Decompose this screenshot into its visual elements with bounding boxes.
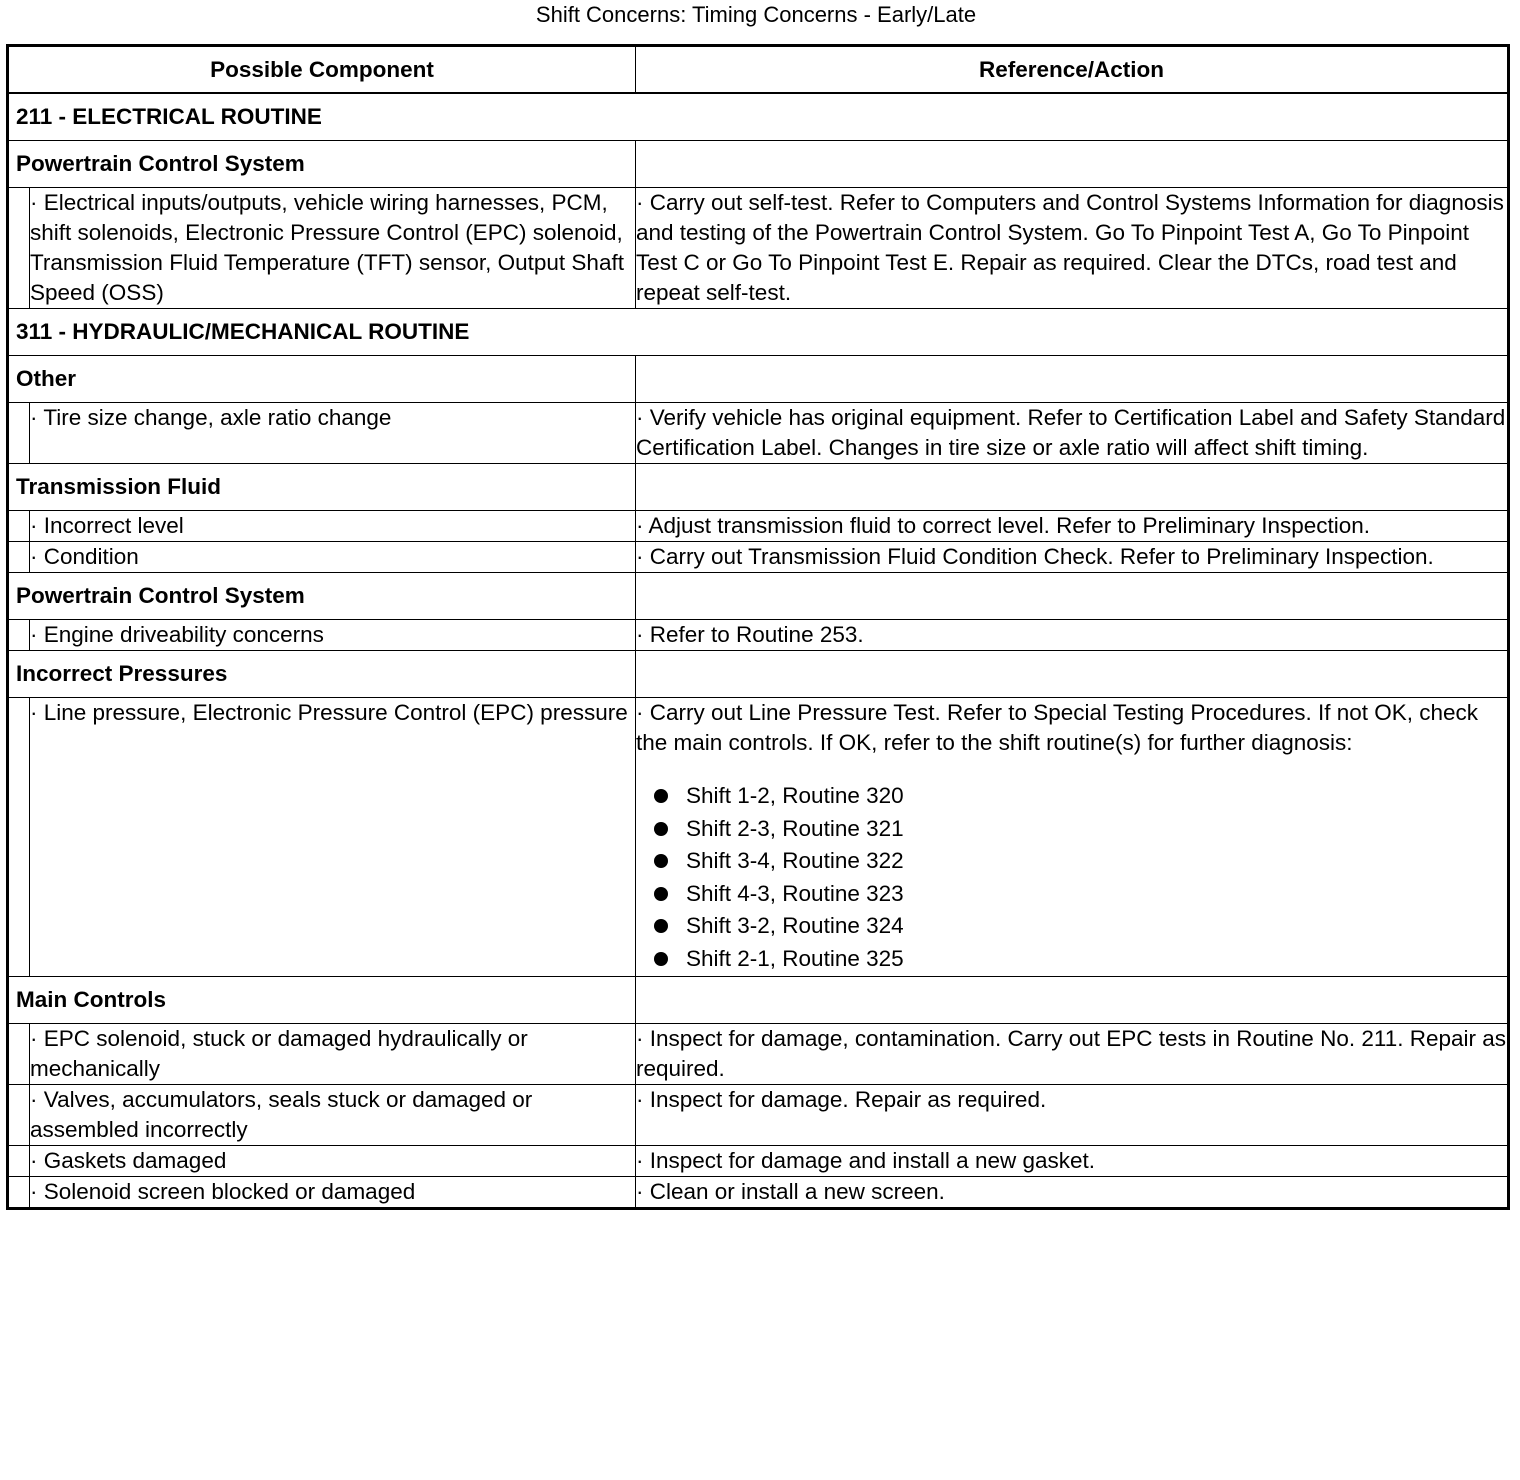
diagnosis-table [6,44,1510,1210]
indent-cell [8,1023,30,1084]
indent-cell [8,1176,30,1208]
indent-cell [8,511,30,542]
table-row [8,1023,1509,1084]
group-empty-cell [636,573,1509,620]
action-text: · Inspect for damage and install a new gasket. [636,1147,1096,1173]
indent-cell [8,698,30,977]
component-cell: · Solenoid screen blocked or damaged [30,1176,636,1208]
component-cell: · Tire size change, axle ratio change [30,403,636,464]
header-possible-component: Possible Component [8,46,636,94]
component-cell: · Valves, accumulators, seals stuck or damaged or assembled incorrectly [30,1084,636,1145]
component-cell: · EPC solenoid, stuck or damaged hydraulically or mechanically [30,1023,636,1084]
action-text: · Carry out Line Pressure Test. Refer to Special Testing Procedures. If not OK, check the main controls. If OK, refer to the shift routine(s) for further diagnosis: [636,700,1479,755]
group-row [8,651,1509,698]
action-cell [636,1145,1509,1176]
table-row [8,188,1509,309]
component-cell: · Condition [30,542,636,573]
routine-heading: 211 - ELECTRICAL ROUTINE [8,93,1509,141]
action-cell [636,620,1509,651]
group-empty-cell [636,356,1509,403]
table-row [8,511,1509,542]
group-empty-cell [636,976,1509,1023]
action-cell [636,542,1509,573]
group-row [8,356,1509,403]
component-cell: · Line pressure, Electronic Pressure Control (EPC) pressure [30,698,636,977]
group-heading: Other [8,356,636,403]
component-cell: · Engine driveability concerns [30,620,636,651]
table-row [8,1145,1509,1176]
action-cell [636,1176,1509,1208]
shift-routine-list [636,780,1507,976]
indent-cell [8,542,30,573]
shift-routine-item: Shift 4-3, Routine 323 [654,878,1507,911]
action-cell [636,698,1509,977]
shift-routine-item: Shift 3-2, Routine 324 [654,910,1507,943]
indent-cell [8,1084,30,1145]
group-heading: Powertrain Control System [8,573,636,620]
action-text: · Inspect for damage, contamination. Carry out EPC tests in Routine No. 211. Repair as required. [636,1025,1507,1081]
action-text: · Inspect for damage. Repair as required. [636,1086,1047,1112]
group-heading: Main Controls [8,976,636,1023]
table-row [8,542,1509,573]
table-header-row [8,46,1509,94]
action-text: · Carry out self-test. Refer to Computers and Control Systems Information for diagnosis and testing of the Powertrain Control System. Go To Pinpoint Test A, Go To Pinpoint Test C or Go To Pinpoint Test E. Repair as required. Clear the DTCs, road test and repeat self-test. [636,190,1504,305]
shift-routine-item: Shift 2-1, Routine 325 [654,943,1507,976]
group-heading: Incorrect Pressures [8,651,636,698]
indent-cell [8,403,30,464]
action-text: · Clean or install a new screen. [636,1178,945,1204]
action-cell [636,403,1509,464]
action-text: · Verify vehicle has original equipment. Refer to Certification Label and Safety Standard Certification Label. Changes in tire size or axle ratio will affect shift timing. [636,405,1506,460]
action-text: · Adjust transmission fluid to correct level. Refer to Preliminary Inspection. [636,513,1371,538]
table-row [8,620,1509,651]
table-row [8,1176,1509,1208]
header-reference-action: Reference/Action [636,46,1509,94]
component-cell: · Incorrect level [30,511,636,542]
action-text: · Refer to Routine 253. [636,622,864,647]
group-row [8,464,1509,511]
indent-cell [8,1145,30,1176]
indent-cell [8,188,30,309]
shift-routine-item: Shift 1-2, Routine 320 [654,780,1507,813]
group-heading: Powertrain Control System [8,141,636,188]
page-title: Shift Concerns: Timing Concerns - Early/Late [535,2,977,27]
table-row [8,698,1509,977]
routine-row [8,93,1509,141]
group-row [8,141,1509,188]
action-cell [636,511,1509,542]
shift-routine-item: Shift 2-3, Routine 321 [654,813,1507,846]
group-empty-cell [636,141,1509,188]
action-cell [636,1023,1509,1084]
routine-heading: 311 - HYDRAULIC/MECHANICAL ROUTINE [8,309,1509,356]
group-heading: Transmission Fluid [8,464,636,511]
indent-cell [8,620,30,651]
action-text: · Carry out Transmission Fluid Condition Check. Refer to Preliminary Inspection. [636,544,1434,569]
shift-routine-item: Shift 3-4, Routine 322 [654,845,1507,878]
component-cell: · Gaskets damaged [30,1145,636,1176]
group-empty-cell [636,464,1509,511]
action-cell [636,188,1509,309]
group-row [8,573,1509,620]
table-body [8,93,1509,1208]
table-row [8,403,1509,464]
component-cell: · Electrical inputs/outputs, vehicle wiring harnesses, PCM, shift solenoids, Electronic Pressure Control (EPC) solenoid, Transmission Fluid Temperature (TFT) sensor, Output Shaft Speed (OSS) [30,188,636,309]
table-row [8,1084,1509,1145]
routine-row [8,309,1509,356]
group-empty-cell [636,651,1509,698]
group-row [8,976,1509,1023]
action-cell [636,1084,1509,1145]
